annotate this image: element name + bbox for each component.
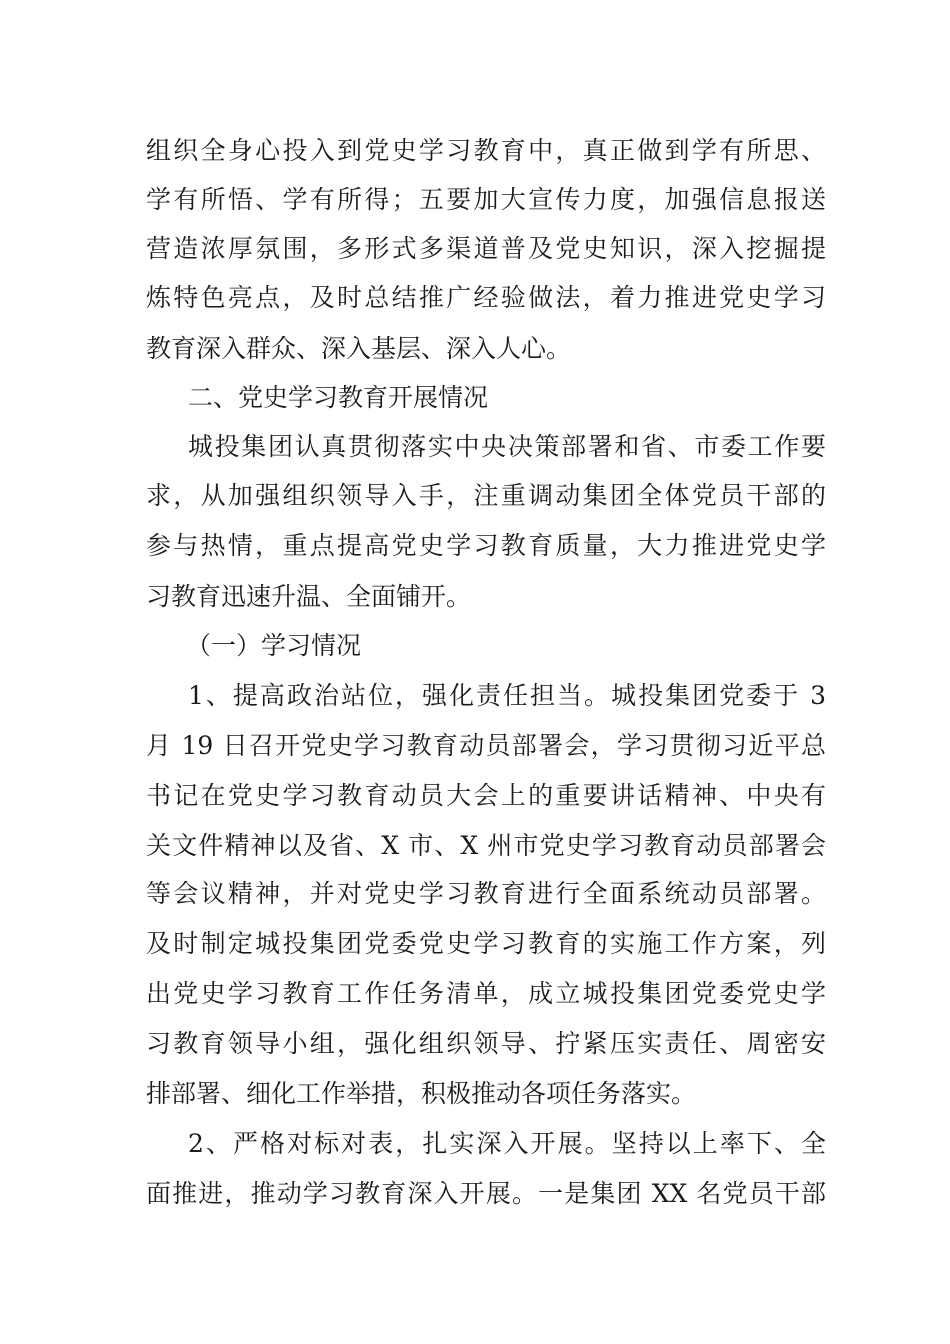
subsection-heading: （一）学习情况 — [186, 631, 362, 660]
paragraph-line: 出党史学习教育工作任务清单，成立城投集团党委党史学 — [146, 979, 826, 1008]
paragraph-line: 营造浓厚氛围，多形式多渠道普及党史知识，深入挖掘提 — [146, 234, 826, 263]
paragraph-line: 排部署、细化工作举措，积极推动各项任务落实。 — [146, 1079, 697, 1108]
paragraph-line: 2、严格对标对表，扎实深入开展。坚持以上率下、全 — [188, 1129, 826, 1158]
paragraph-line: 书记在党史学习教育动员大会上的重要讲话精神、中央有 — [146, 781, 826, 810]
paragraph-line: 1、提高政治站位，强化责任担当。城投集团党委于 3 — [188, 681, 826, 710]
paragraph-line: 求，从加强组织领导入手，注重调动集团全体党员干部的 — [146, 481, 826, 510]
paragraph-line: 关文件精神以及省、X 市、X 州市党史学习教育动员部署会 — [146, 831, 826, 860]
paragraph-line: 月 19 日召开党史学习教育动员部署会，学习贯彻习近平总 — [146, 731, 826, 760]
paragraph-line: 教育深入群众、深入基层、深入人心。 — [146, 334, 572, 363]
paragraph-line: 参与热情，重点提高党史学习教育质量，大力推进党史学 — [146, 531, 826, 560]
paragraph-line: 习教育领导小组，强化组织领导、拧紧压实责任、周密安 — [146, 1029, 826, 1058]
paragraph-line: 学有所悟、学有所得；五要加大宣传力度，加强信息报送 — [146, 185, 826, 214]
paragraph-line: 组织全身心投入到党史学习教育中，真正做到学有所思、 — [146, 136, 826, 165]
paragraph-line: 炼特色亮点，及时总结推广经验做法，着力推进党史学习 — [146, 283, 826, 312]
paragraph-line: 习教育迅速升温、全面铺开。 — [146, 582, 472, 611]
paragraph-line: 及时制定城投集团党委党史学习教育的实施工作方案，列 — [146, 929, 826, 958]
paragraph-line: 城投集团认真贯彻落实中央决策部署和省、市委工作要 — [188, 432, 826, 461]
paragraph-line: 等会议精神，并对党史学习教育进行全面系统动员部署。 — [146, 879, 826, 908]
paragraph-line: 面推进，推动学习教育深入开展。一是集团 XX 名党员干部 — [146, 1179, 826, 1208]
section-heading: 二、党史学习教育开展情况 — [188, 383, 489, 412]
